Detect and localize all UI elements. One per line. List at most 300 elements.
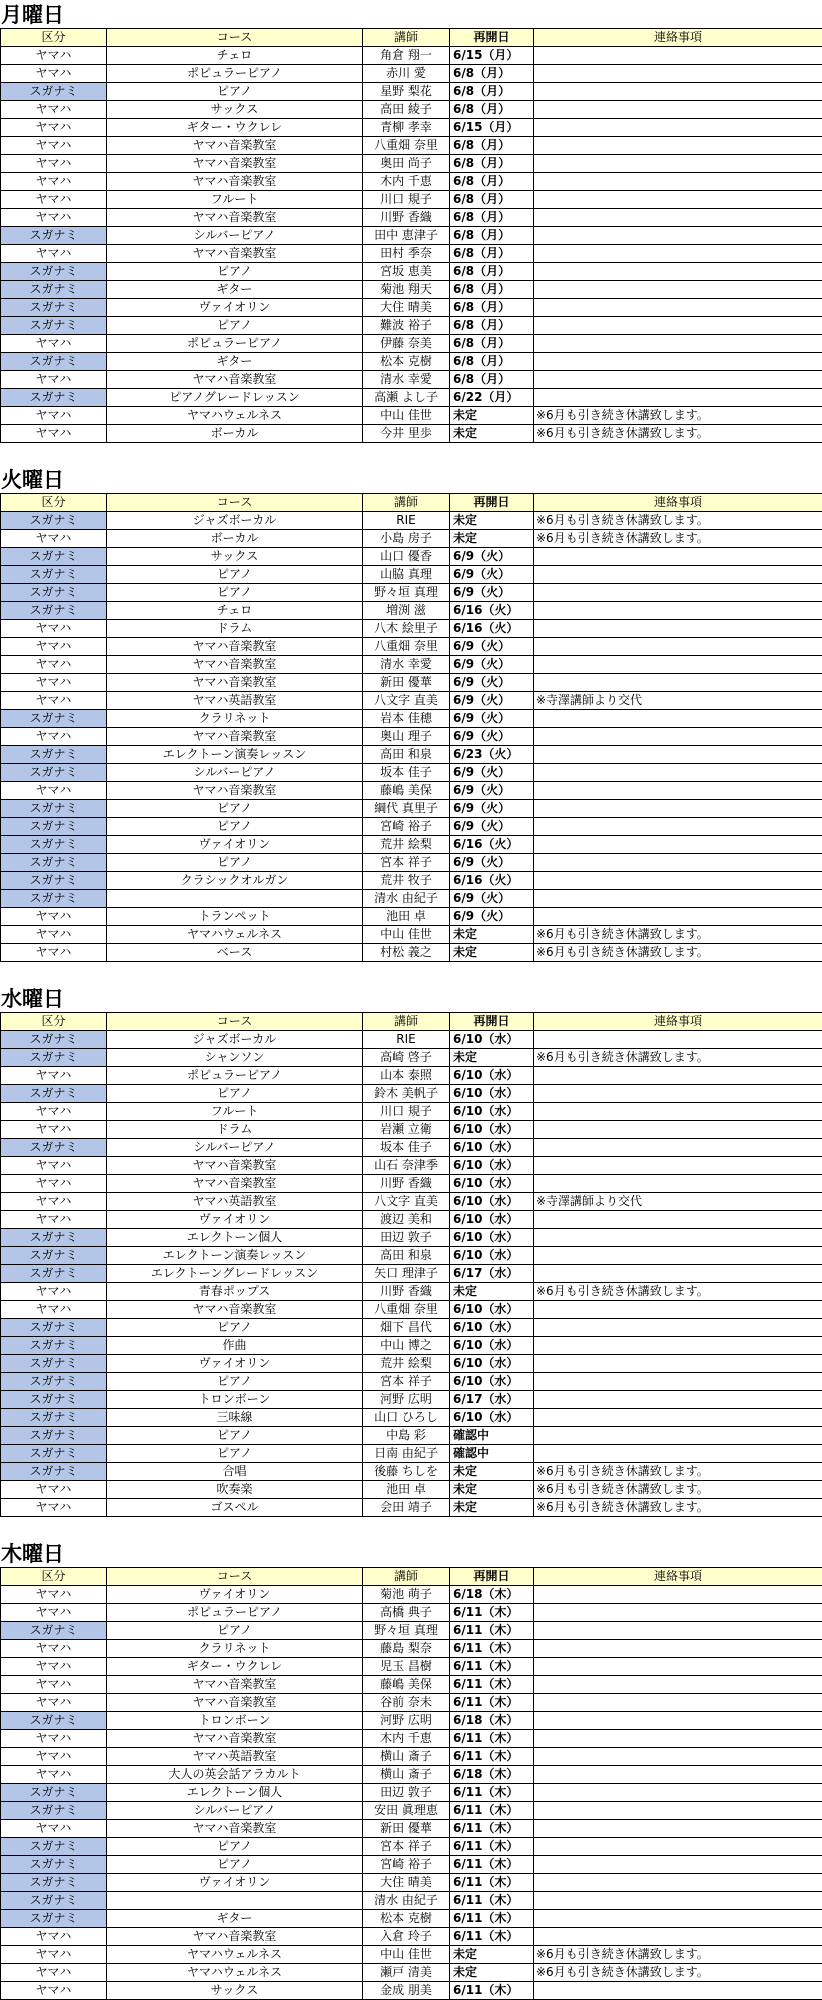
note-cell <box>534 1766 822 1784</box>
teacher-cell: 川口 規子 <box>363 1103 450 1121</box>
kubun-cell: スガナミ <box>1 317 107 335</box>
table-row <box>1 1463 822 1481</box>
table-row <box>1 1694 822 1712</box>
course-cell: ピアノグレードレッスン <box>107 389 363 407</box>
table-row <box>1 1445 822 1463</box>
course-cell: ピアノ <box>107 1856 363 1874</box>
reopen-date-cell: 6/10（水） <box>450 1085 534 1103</box>
table-row <box>1 173 822 191</box>
kubun-cell: ヤマハ <box>1 425 107 443</box>
course-cell: トロンボーン <box>107 1391 363 1409</box>
table-row <box>1 1586 822 1604</box>
note-cell <box>534 638 822 656</box>
table-row <box>1 836 822 854</box>
kubun-cell: スガナミ <box>1 1373 107 1391</box>
table-row <box>1 908 822 926</box>
course-cell: ヴァイオリン <box>107 1586 363 1604</box>
table-row <box>1 710 822 728</box>
kubun-cell: ヤマハ <box>1 1982 107 2000</box>
course-cell: ヤマハ音楽教室 <box>107 1676 363 1694</box>
kubun-cell: スガナミ <box>1 836 107 854</box>
note-cell <box>534 1604 822 1622</box>
teacher-cell: 矢口 理津子 <box>363 1265 450 1283</box>
course-cell: ヴァイオリン <box>107 1211 363 1229</box>
reopen-date-cell: 未定 <box>450 1283 534 1301</box>
table-row <box>1 800 822 818</box>
note-cell: ※6月も引き続き休講致します。 <box>534 1463 822 1481</box>
note-cell <box>534 602 822 620</box>
reopen-date-cell: 6/10（水） <box>450 1355 534 1373</box>
teacher-cell: 難波 裕子 <box>363 317 450 335</box>
course-cell <box>107 890 363 908</box>
kubun-cell: スガナミ <box>1 389 107 407</box>
teacher-cell: 奥山 理子 <box>363 728 450 746</box>
kubun-cell: ヤマハ <box>1 1676 107 1694</box>
course-cell: ヤマハ音楽教室 <box>107 137 363 155</box>
course-cell: ジャズボーカル <box>107 1031 363 1049</box>
note-cell <box>534 281 822 299</box>
kubun-cell: ヤマハ <box>1 191 107 209</box>
teacher-cell: 中山 佳世 <box>363 926 450 944</box>
teacher-cell: 木内 千恵 <box>363 1730 450 1748</box>
kubun-cell: ヤマハ <box>1 1928 107 1946</box>
table-row <box>1 407 822 425</box>
reopen-date-cell: 6/10（水） <box>450 1409 534 1427</box>
table-row <box>1 620 822 638</box>
reopen-date-cell: 6/11（木） <box>450 1982 534 2000</box>
teacher-cell: 藤島 梨奈 <box>363 1640 450 1658</box>
header-note: 連絡事項 <box>534 1568 822 1586</box>
course-cell: ヴァイオリン <box>107 836 363 854</box>
section-title: 木曜日 <box>0 1539 822 1567</box>
teacher-cell: 八木 絵里子 <box>363 620 450 638</box>
teacher-cell: 田辺 敦子 <box>363 1784 450 1802</box>
table-row <box>1 47 822 65</box>
reopen-date-cell: 6/10（水） <box>450 1229 534 1247</box>
kubun-cell: ヤマハ <box>1 47 107 65</box>
kubun-cell: ヤマハ <box>1 926 107 944</box>
reopen-date-cell: 6/9（火） <box>450 908 534 926</box>
kubun-cell: ヤマハ <box>1 1640 107 1658</box>
course-cell: ピアノ <box>107 1838 363 1856</box>
schedule-table <box>0 28 822 443</box>
table-row <box>1 65 822 83</box>
teacher-cell: 大住 晴美 <box>363 1874 450 1892</box>
note-cell <box>534 1928 822 1946</box>
note-cell <box>534 1730 822 1748</box>
note-cell <box>534 1856 822 1874</box>
course-cell: ギター・ウクレレ <box>107 1658 363 1676</box>
kubun-cell: スガナミ <box>1 299 107 317</box>
reopen-date-cell: 6/11（木） <box>450 1802 534 1820</box>
note-cell <box>534 1910 822 1928</box>
course-cell: ピアノ <box>107 263 363 281</box>
table-row <box>1 512 822 530</box>
reopen-date-cell: 6/11（木） <box>450 1892 534 1910</box>
teacher-cell: 高田 和泉 <box>363 1247 450 1265</box>
reopen-date-cell: 6/8（月） <box>450 137 534 155</box>
teacher-cell: 木内 千恵 <box>363 173 450 191</box>
course-cell: ピアノ <box>107 83 363 101</box>
reopen-date-cell: 6/18（木） <box>450 1586 534 1604</box>
kubun-cell: スガナミ <box>1 1049 107 1067</box>
kubun-cell: スガナミ <box>1 1391 107 1409</box>
reopen-date-cell: 6/9（火） <box>450 548 534 566</box>
kubun-cell: スガナミ <box>1 1784 107 1802</box>
teacher-cell: 中山 佳世 <box>363 407 450 425</box>
teacher-cell: RIE <box>363 1031 450 1049</box>
note-cell <box>534 317 822 335</box>
table-row <box>1 281 822 299</box>
note-cell <box>534 1211 822 1229</box>
course-cell: ピアノ <box>107 1085 363 1103</box>
reopen-date-cell: 6/9（火） <box>450 674 534 692</box>
course-cell: サックス <box>107 1982 363 2000</box>
header-course: コース <box>107 1568 363 1586</box>
kubun-cell: ヤマハ <box>1 1748 107 1766</box>
table-header-row <box>1 494 822 512</box>
course-cell: チェロ <box>107 602 363 620</box>
note-cell <box>534 1319 822 1337</box>
header-date: 再開日 <box>450 1013 534 1031</box>
note-cell <box>534 1031 822 1049</box>
teacher-cell: 中山 佳世 <box>363 1946 450 1964</box>
kubun-cell: ヤマハ <box>1 674 107 692</box>
course-cell: ポピュラーピアノ <box>107 1067 363 1085</box>
kubun-cell: スガナミ <box>1 602 107 620</box>
reopen-date-cell: 6/9（火） <box>450 710 534 728</box>
reopen-date-cell: 未定 <box>450 407 534 425</box>
kubun-cell: ヤマハ <box>1 1481 107 1499</box>
reopen-date-cell: 6/11（木） <box>450 1910 534 1928</box>
teacher-cell: 大住 晴美 <box>363 299 450 317</box>
course-cell: ピアノ <box>107 1622 363 1640</box>
teacher-cell: 会田 靖子 <box>363 1499 450 1517</box>
course-cell: フルート <box>107 1103 363 1121</box>
course-cell: ヤマハウェルネス <box>107 1946 363 1964</box>
teacher-cell: 中島 彩 <box>363 1427 450 1445</box>
reopen-date-cell: 6/16（火） <box>450 602 534 620</box>
course-cell: クラリネット <box>107 1640 363 1658</box>
course-cell: ギター <box>107 1910 363 1928</box>
course-cell: ヴァイオリン <box>107 299 363 317</box>
table-row <box>1 335 822 353</box>
table-row <box>1 1193 822 1211</box>
kubun-cell: ヤマハ <box>1 1694 107 1712</box>
note-cell <box>534 1712 822 1730</box>
reopen-date-cell: 6/11（木） <box>450 1928 534 1946</box>
header-teacher: 講師 <box>363 1568 450 1586</box>
table-row <box>1 1604 822 1622</box>
note-cell <box>534 65 822 83</box>
kubun-cell: スガナミ <box>1 1265 107 1283</box>
reopen-date-cell: 6/11（木） <box>450 1694 534 1712</box>
table-row <box>1 926 822 944</box>
kubun-cell: ヤマハ <box>1 1946 107 1964</box>
kubun-cell: スガナミ <box>1 1910 107 1928</box>
note-cell: ※寺澤講師より交代 <box>534 692 822 710</box>
reopen-date-cell: 確認中 <box>450 1427 534 1445</box>
note-cell <box>534 1247 822 1265</box>
kubun-cell: ヤマハ <box>1 692 107 710</box>
schedule-table <box>0 493 822 962</box>
reopen-date-cell: 6/18（木） <box>450 1766 534 1784</box>
kubun-cell: ヤマハ <box>1 1820 107 1838</box>
kubun-cell: スガナミ <box>1 263 107 281</box>
course-cell: ヤマハ音楽教室 <box>107 1928 363 1946</box>
header-note: 連絡事項 <box>534 494 822 512</box>
reopen-date-cell: 未定 <box>450 530 534 548</box>
course-cell: ピアノ <box>107 854 363 872</box>
teacher-cell: 八文字 直美 <box>363 692 450 710</box>
course-cell: トロンボーン <box>107 1712 363 1730</box>
table-row <box>1 584 822 602</box>
teacher-cell: 宮本 祥子 <box>363 1373 450 1391</box>
note-cell <box>534 1982 822 2000</box>
note-cell: ※6月も引き続き休講致します。 <box>534 1283 822 1301</box>
table-row <box>1 1910 822 1928</box>
reopen-date-cell: 未定 <box>450 1049 534 1067</box>
teacher-cell: 宮崎 裕子 <box>363 1856 450 1874</box>
note-cell <box>534 1676 822 1694</box>
kubun-cell: スガナミ <box>1 1622 107 1640</box>
kubun-cell: ヤマハ <box>1 1283 107 1301</box>
note-cell: ※6月も引き続き休講致します。 <box>534 512 822 530</box>
teacher-cell: 金成 朋美 <box>363 1982 450 2000</box>
reopen-date-cell: 6/16（火） <box>450 620 534 638</box>
reopen-date-cell: 6/17（水） <box>450 1265 534 1283</box>
kubun-cell: スガナミ <box>1 1355 107 1373</box>
table-row <box>1 746 822 764</box>
table-row <box>1 1301 822 1319</box>
table-row <box>1 1427 822 1445</box>
table-row <box>1 155 822 173</box>
reopen-date-cell: 6/8（月） <box>450 191 534 209</box>
note-cell: ※6月も引き続き休講致します。 <box>534 1481 822 1499</box>
table-row <box>1 1175 822 1193</box>
course-cell: ヴァイオリン <box>107 1355 363 1373</box>
header-teacher: 講師 <box>363 494 450 512</box>
course-cell: ギター <box>107 281 363 299</box>
header-date: 再開日 <box>450 1568 534 1586</box>
reopen-date-cell: 6/10（水） <box>450 1373 534 1391</box>
reopen-date-cell: 6/8（月） <box>450 227 534 245</box>
reopen-date-cell: 未定 <box>450 944 534 962</box>
note-cell <box>534 1391 822 1409</box>
kubun-cell: ヤマハ <box>1 1121 107 1139</box>
table-row <box>1 1049 822 1067</box>
reopen-date-cell: 6/9（火） <box>450 692 534 710</box>
table-row <box>1 1874 822 1892</box>
section-title: 月曜日 <box>0 0 822 28</box>
section-title: 水曜日 <box>0 984 822 1012</box>
note-cell <box>534 1175 822 1193</box>
kubun-cell: ヤマハ <box>1 1964 107 1982</box>
course-cell: ボーカル <box>107 425 363 443</box>
kubun-cell: ヤマハ <box>1 1211 107 1229</box>
reopen-date-cell: 6/15（月） <box>450 47 534 65</box>
note-cell <box>534 83 822 101</box>
table-row <box>1 1355 822 1373</box>
course-cell: ヤマハ音楽教室 <box>107 209 363 227</box>
course-cell: ピアノ <box>107 317 363 335</box>
kubun-cell: スガナミ <box>1 1856 107 1874</box>
table-row <box>1 371 822 389</box>
kubun-cell: スガナミ <box>1 281 107 299</box>
teacher-cell: RIE <box>363 512 450 530</box>
teacher-cell: 野々垣 真理 <box>363 1622 450 1640</box>
course-cell: トランペット <box>107 908 363 926</box>
note-cell <box>534 101 822 119</box>
kubun-cell: スガナミ <box>1 1802 107 1820</box>
section-gap <box>0 1517 822 1539</box>
note-cell <box>534 1784 822 1802</box>
table-row <box>1 1031 822 1049</box>
kubun-cell: スガナミ <box>1 1874 107 1892</box>
kubun-cell: ヤマハ <box>1 638 107 656</box>
kubun-cell: スガナミ <box>1 1463 107 1481</box>
course-cell: ヤマハ英語教室 <box>107 692 363 710</box>
kubun-cell: ヤマハ <box>1 1067 107 1085</box>
teacher-cell: 清水 由紀子 <box>363 1892 450 1910</box>
table-row <box>1 1856 822 1874</box>
table-row <box>1 1964 822 1982</box>
teacher-cell: 畑下 昌代 <box>363 1319 450 1337</box>
kubun-cell: スガナミ <box>1 1229 107 1247</box>
reopen-date-cell: 未定 <box>450 926 534 944</box>
table-row <box>1 1067 822 1085</box>
teacher-cell: 荒井 牧子 <box>363 872 450 890</box>
teacher-cell: 田辺 敦子 <box>363 1229 450 1247</box>
note-cell <box>534 1085 822 1103</box>
table-row <box>1 1982 822 2000</box>
teacher-cell: 高田 綾子 <box>363 101 450 119</box>
note-cell <box>534 1121 822 1139</box>
course-cell: エレクトーン演奏レッスン <box>107 1247 363 1265</box>
note-cell <box>534 1301 822 1319</box>
course-cell: ジャズボーカル <box>107 512 363 530</box>
reopen-date-cell: 6/10（水） <box>450 1337 534 1355</box>
note-cell: ※6月も引き続き休講致します。 <box>534 1049 822 1067</box>
teacher-cell: 後藤 ちしを <box>363 1463 450 1481</box>
reopen-date-cell: 6/18（木） <box>450 1712 534 1730</box>
course-cell: ヤマハ音楽教室 <box>107 155 363 173</box>
table-row <box>1 1265 822 1283</box>
teacher-cell: 宮本 祥子 <box>363 1838 450 1856</box>
course-cell: 吹奏楽 <box>107 1481 363 1499</box>
note-cell <box>534 566 822 584</box>
header-course: コース <box>107 29 363 47</box>
teacher-cell: 菊池 翔天 <box>363 281 450 299</box>
kubun-cell: ヤマハ <box>1 656 107 674</box>
section-title: 火曜日 <box>0 465 822 493</box>
table-row <box>1 1946 822 1964</box>
note-cell: ※6月も引き続き休講致します。 <box>534 1499 822 1517</box>
kubun-cell: スガナミ <box>1 1427 107 1445</box>
note-cell: ※6月も引き続き休講致します。 <box>534 407 822 425</box>
course-cell: サックス <box>107 101 363 119</box>
note-cell <box>534 191 822 209</box>
table-row <box>1 425 822 443</box>
reopen-date-cell: 6/9（火） <box>450 584 534 602</box>
course-cell: ヤマハ音楽教室 <box>107 173 363 191</box>
table-row <box>1 566 822 584</box>
note-cell <box>534 1694 822 1712</box>
teacher-cell: 池田 卓 <box>363 908 450 926</box>
note-cell <box>534 674 822 692</box>
teacher-cell: 新田 優華 <box>363 1820 450 1838</box>
teacher-cell: 高田 和泉 <box>363 746 450 764</box>
table-row <box>1 674 822 692</box>
course-cell: ピアノ <box>107 1373 363 1391</box>
kubun-cell: ヤマハ <box>1 1175 107 1193</box>
reopen-date-cell: 6/10（水） <box>450 1247 534 1265</box>
table-row <box>1 1766 822 1784</box>
kubun-cell: ヤマハ <box>1 371 107 389</box>
reopen-date-cell: 6/10（水） <box>450 1301 534 1319</box>
course-cell: ヤマハウェルネス <box>107 407 363 425</box>
reopen-date-cell: 6/11（木） <box>450 1838 534 1856</box>
reopen-date-cell: 6/10（水） <box>450 1121 534 1139</box>
course-cell: シルバーピアノ <box>107 1802 363 1820</box>
header-kubun: 区分 <box>1 29 107 47</box>
reopen-date-cell: 6/8（月） <box>450 155 534 173</box>
table-row <box>1 1085 822 1103</box>
table-row <box>1 1157 822 1175</box>
course-cell: ドラム <box>107 1121 363 1139</box>
kubun-cell: ヤマハ <box>1 944 107 962</box>
course-cell: シルバーピアノ <box>107 764 363 782</box>
table-row <box>1 1784 822 1802</box>
reopen-date-cell: 6/9（火） <box>450 566 534 584</box>
teacher-cell: 宮崎 裕子 <box>363 818 450 836</box>
note-cell <box>534 1139 822 1157</box>
reopen-date-cell: 6/11（木） <box>450 1676 534 1694</box>
note-cell: ※6月も引き続き休講致します。 <box>534 1946 822 1964</box>
kubun-cell: スガナミ <box>1 800 107 818</box>
section-gap <box>0 443 822 465</box>
course-cell: エレクトーン個人 <box>107 1229 363 1247</box>
table-row <box>1 1892 822 1910</box>
kubun-cell: スガナミ <box>1 1409 107 1427</box>
reopen-date-cell: 6/8（月） <box>450 101 534 119</box>
table-row <box>1 692 822 710</box>
course-cell: ヤマハ音楽教室 <box>107 245 363 263</box>
teacher-cell: 日南 由紀子 <box>363 1445 450 1463</box>
teacher-cell: 角倉 翔一 <box>363 47 450 65</box>
course-cell: ヤマハウェルネス <box>107 1964 363 1982</box>
teacher-cell: 藤嶋 美保 <box>363 782 450 800</box>
course-cell: ヤマハ音楽教室 <box>107 1730 363 1748</box>
reopen-date-cell: 6/11（木） <box>450 1856 534 1874</box>
table-row <box>1 1391 822 1409</box>
teacher-cell: 八重畑 奈里 <box>363 638 450 656</box>
teacher-cell: 八重畑 奈里 <box>363 137 450 155</box>
reopen-date-cell: 6/11（木） <box>450 1640 534 1658</box>
table-header-row <box>1 29 822 47</box>
teacher-cell: 児玉 昌樹 <box>363 1658 450 1676</box>
teacher-cell: 小島 房子 <box>363 530 450 548</box>
teacher-cell: 星野 梨花 <box>363 83 450 101</box>
kubun-cell: スガナミ <box>1 746 107 764</box>
teacher-cell: 谷前 奈未 <box>363 1694 450 1712</box>
kubun-cell: ヤマハ <box>1 908 107 926</box>
note-cell <box>534 800 822 818</box>
teacher-cell: 高崎 啓子 <box>363 1049 450 1067</box>
teacher-cell: 河野 広明 <box>363 1391 450 1409</box>
teacher-cell: 岩本 佳穂 <box>363 710 450 728</box>
course-cell: ヤマハ英語教室 <box>107 1193 363 1211</box>
